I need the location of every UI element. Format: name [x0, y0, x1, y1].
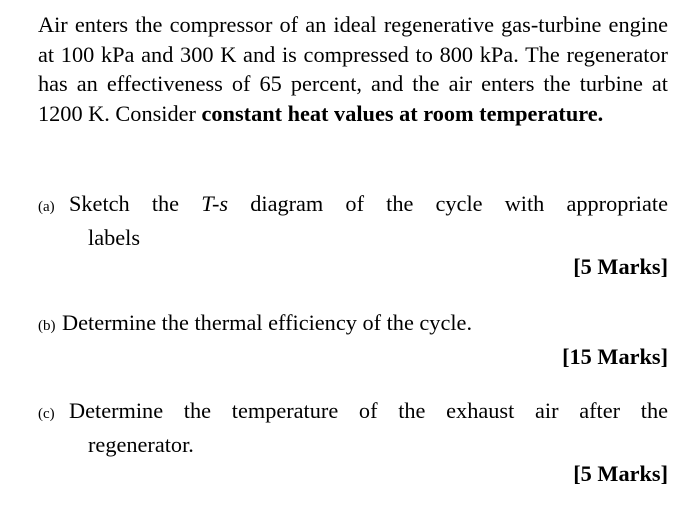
question-a-text-italic: T-s: [201, 191, 229, 216]
question-c-text: Determine the temperature of the exhaust air after the: [69, 398, 668, 423]
question-c-marks: [5 Marks]: [573, 461, 668, 486]
problem-statement: [38, 10, 668, 129]
question-c: [38, 396, 668, 489]
question-a-marks: [5 Marks]: [573, 254, 668, 279]
question-a-text: [69, 189, 668, 219]
question-b: [38, 308, 668, 371]
problem-statement-bold: constant heat values at room temperature.: [201, 101, 604, 127]
question-b-marks: [15 Marks]: [562, 343, 668, 369]
question-a-label: (a): [38, 199, 55, 215]
question-a: [38, 189, 668, 282]
question-c-text-continued: regenerator.: [88, 431, 194, 457]
question-a-text-pre: Sketch the: [69, 191, 202, 216]
question-a-text-continued: labels: [88, 224, 141, 250]
question-a-text-post: diagram of the cycle with appropriate: [228, 191, 668, 216]
question-b-label: (b): [38, 318, 56, 334]
question-c-label: (c): [38, 406, 55, 422]
problem-statement-text: Air enters the compressor of an ideal regenerative gas-turbine engine at 100 kPa and 300 K and is compressed to 800 kPa. The regenerator has an effectiveness of 65 percent, and the air enters the turbine at 1200 K. Consider: [38, 12, 668, 127]
question-b-text: Determine the thermal efficiency of the cycle.: [62, 310, 473, 335]
